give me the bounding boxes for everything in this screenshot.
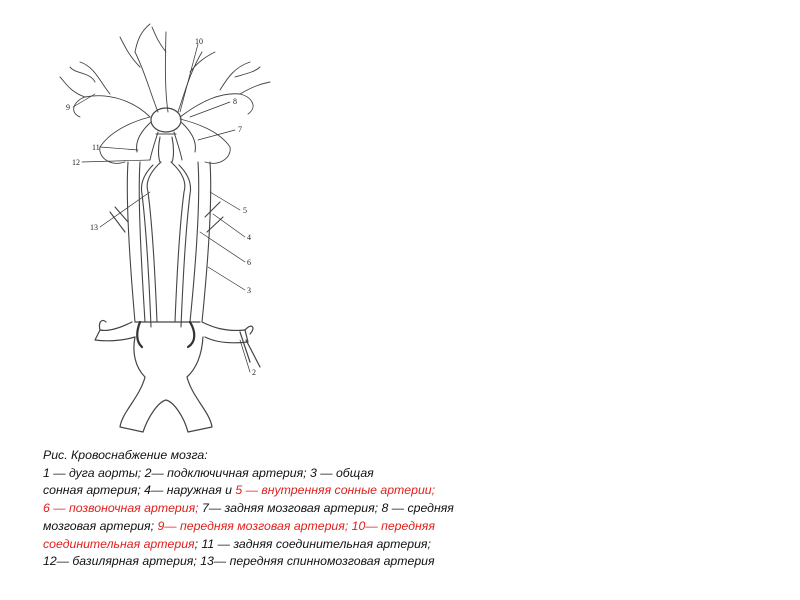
figure-caption [43, 447, 603, 571]
label-13: 13 [90, 223, 98, 232]
caption-line-4 [43, 518, 603, 536]
caption-line-2 [43, 482, 603, 500]
common-carotid-arteries [110, 162, 223, 322]
caption-highlight: 6 — позвоночная артерия; [43, 501, 199, 516]
label-7: 7 [238, 125, 242, 134]
caption-highlight: 5 — внутренняя сонные артерии; [235, 483, 436, 498]
caption-text: сонная артерия; 4— наружная и [43, 483, 236, 498]
brain-blood-supply-diagram [40, 22, 290, 440]
vertebral-arteries [141, 137, 190, 327]
caption-title: Рис. Кровоснабжение мозга: [43, 448, 208, 462]
label-3: 3 [247, 286, 251, 295]
label-2: 2 [252, 368, 256, 377]
label-6: 6 [247, 258, 251, 267]
caption-text: мозговая артерия; [43, 518, 158, 533]
aortic-arch [95, 320, 260, 432]
label-9: 9 [66, 103, 70, 112]
figure-numbers [66, 37, 256, 377]
label-5: 5 [243, 206, 247, 215]
caption-line-6: 12— базилярная артерия; 13— передняя спинномозговая артерия [43, 554, 435, 569]
label-10: 10 [195, 37, 203, 46]
label-8: 8 [233, 97, 237, 106]
circle-of-willis [137, 108, 196, 160]
caption-highlight: 9— передняя мозговая артерия; 10— передняя [157, 518, 435, 533]
caption-line-5 [43, 536, 603, 554]
caption-text: 7— задняя мозговая артерия; 8 — средняя [198, 501, 454, 516]
caption-line-3 [43, 500, 603, 518]
caption-highlight: соединительная артерия [43, 536, 195, 551]
caption-text: ; 11 — задняя соединительная артерия; [194, 536, 431, 551]
label-4: 4 [247, 233, 251, 242]
caption-line-1: 1 — дуга аорты; 2— подключичная артерия; 3 — общая [43, 465, 374, 480]
label-12: 12 [72, 158, 80, 167]
label-11: 11 [92, 143, 100, 152]
